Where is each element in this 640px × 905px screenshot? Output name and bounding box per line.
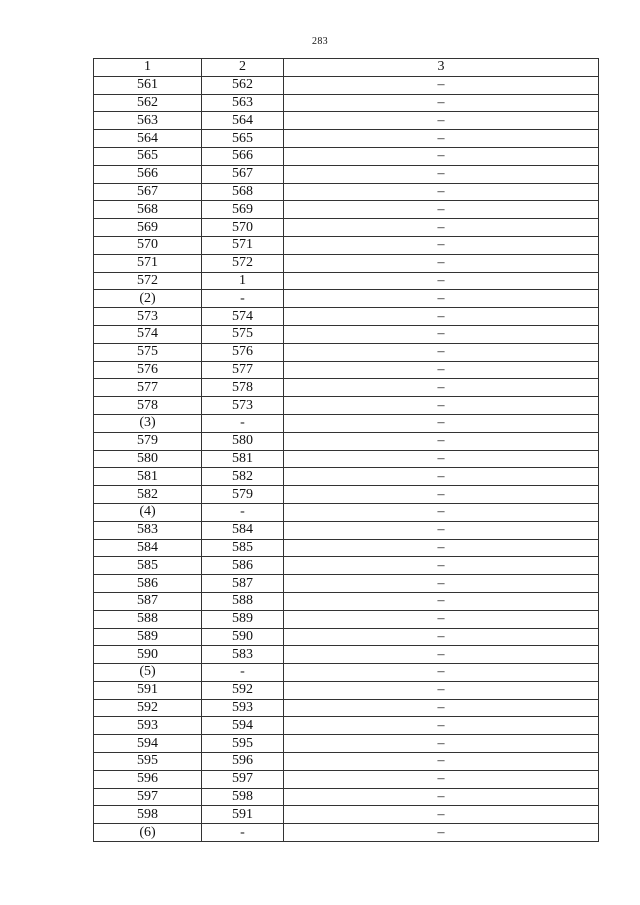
table-row bbox=[94, 183, 599, 201]
table-cell-col-1: 589 bbox=[94, 628, 202, 646]
table-row bbox=[94, 610, 599, 628]
table-cell-col-2: 579 bbox=[202, 486, 284, 504]
table-cell-col-1: 571 bbox=[94, 254, 202, 272]
table-row bbox=[94, 254, 599, 272]
table-cell-col-3: – bbox=[284, 788, 599, 806]
table-cell-col-1: (5) bbox=[94, 664, 202, 682]
table-cell-col-2: - bbox=[202, 503, 284, 521]
table-cell-col-1: (2) bbox=[94, 290, 202, 308]
table-cell-col-1: 592 bbox=[94, 699, 202, 717]
table-cell-col-2: 593 bbox=[202, 699, 284, 717]
table-row bbox=[94, 432, 599, 450]
table-row bbox=[94, 414, 599, 432]
table-row bbox=[94, 503, 599, 521]
table-cell-col-2: 583 bbox=[202, 646, 284, 664]
table-row bbox=[94, 379, 599, 397]
table-cell-col-3: – bbox=[284, 272, 599, 290]
table-cell-col-1: 564 bbox=[94, 130, 202, 148]
table-row bbox=[94, 753, 599, 771]
table-cell-col-1: 566 bbox=[94, 165, 202, 183]
table-cell-col-2: 577 bbox=[202, 361, 284, 379]
table-cell-col-3: – bbox=[284, 290, 599, 308]
table-cell-col-3: – bbox=[284, 664, 599, 682]
table-cell-col-1: 561 bbox=[94, 76, 202, 94]
table-row bbox=[94, 219, 599, 237]
column-header-3: 3 bbox=[284, 59, 599, 77]
table-cell-col-1: 583 bbox=[94, 521, 202, 539]
table-cell-col-3: – bbox=[284, 94, 599, 112]
table-row bbox=[94, 201, 599, 219]
table-cell-col-1: 598 bbox=[94, 806, 202, 824]
table-cell-col-3: – bbox=[284, 592, 599, 610]
table-cell-col-2: 566 bbox=[202, 147, 284, 165]
table-cell-col-1: 581 bbox=[94, 468, 202, 486]
table-cell-col-1: 574 bbox=[94, 325, 202, 343]
table-cell-col-3: – bbox=[284, 681, 599, 699]
table-row bbox=[94, 557, 599, 575]
page-number: 283 bbox=[312, 36, 328, 47]
table-row bbox=[94, 788, 599, 806]
table-cell-col-2: - bbox=[202, 290, 284, 308]
table-cell-col-3: – bbox=[284, 628, 599, 646]
table-cell-col-1: 590 bbox=[94, 646, 202, 664]
table-row bbox=[94, 147, 599, 165]
table-row bbox=[94, 361, 599, 379]
table-cell-col-3: – bbox=[284, 414, 599, 432]
table-cell-col-3: – bbox=[284, 379, 599, 397]
table-cell-col-3: – bbox=[284, 503, 599, 521]
table-row bbox=[94, 681, 599, 699]
table-cell-col-3: – bbox=[284, 112, 599, 130]
table-row bbox=[94, 628, 599, 646]
table-row bbox=[94, 486, 599, 504]
table-row bbox=[94, 806, 599, 824]
table-row bbox=[94, 717, 599, 735]
table-row bbox=[94, 575, 599, 593]
table-cell-col-3: – bbox=[284, 717, 599, 735]
table-cell-col-1: 582 bbox=[94, 486, 202, 504]
table-cell-col-3: – bbox=[284, 699, 599, 717]
data-table bbox=[93, 58, 599, 842]
table-row bbox=[94, 539, 599, 557]
table-cell-col-2: 589 bbox=[202, 610, 284, 628]
table-cell-col-3: – bbox=[284, 735, 599, 753]
table-cell-col-1: 575 bbox=[94, 343, 202, 361]
table-cell-col-2: 594 bbox=[202, 717, 284, 735]
table-cell-col-1: 579 bbox=[94, 432, 202, 450]
table-cell-col-2: 596 bbox=[202, 753, 284, 771]
table-cell-col-2: 567 bbox=[202, 165, 284, 183]
table-cell-col-2: 580 bbox=[202, 432, 284, 450]
table-cell-col-2: - bbox=[202, 414, 284, 432]
table-cell-col-1: (3) bbox=[94, 414, 202, 432]
table-cell-col-1: 594 bbox=[94, 735, 202, 753]
table-row bbox=[94, 94, 599, 112]
table-row bbox=[94, 308, 599, 326]
table-cell-col-3: – bbox=[284, 824, 599, 842]
table-cell-col-3: – bbox=[284, 521, 599, 539]
table-cell-col-1: 593 bbox=[94, 717, 202, 735]
table-cell-col-2: - bbox=[202, 664, 284, 682]
table-cell-col-1: 576 bbox=[94, 361, 202, 379]
table-cell-col-1: 586 bbox=[94, 575, 202, 593]
table-cell-col-3: – bbox=[284, 539, 599, 557]
table-cell-col-3: – bbox=[284, 147, 599, 165]
table-cell-col-2: 597 bbox=[202, 770, 284, 788]
table-cell-col-2: 562 bbox=[202, 76, 284, 94]
table-cell-col-3: – bbox=[284, 343, 599, 361]
table-cell-col-2: 588 bbox=[202, 592, 284, 610]
table-cell-col-1: 585 bbox=[94, 557, 202, 575]
table-cell-col-1: 573 bbox=[94, 308, 202, 326]
table-cell-col-3: – bbox=[284, 201, 599, 219]
table-cell-col-1: 567 bbox=[94, 183, 202, 201]
table-row bbox=[94, 130, 599, 148]
table-cell-col-2: 595 bbox=[202, 735, 284, 753]
table-cell-col-2: 585 bbox=[202, 539, 284, 557]
table-cell-col-2: 586 bbox=[202, 557, 284, 575]
table-cell-col-2: 587 bbox=[202, 575, 284, 593]
table-cell-col-2: 565 bbox=[202, 130, 284, 148]
column-header-2: 2 bbox=[202, 59, 284, 77]
table-cell-col-3: – bbox=[284, 308, 599, 326]
table-cell-col-2: - bbox=[202, 824, 284, 842]
table-cell-col-3: – bbox=[284, 397, 599, 415]
table-cell-col-2: 582 bbox=[202, 468, 284, 486]
table-cell-col-3: – bbox=[284, 468, 599, 486]
table-cell-col-2: 569 bbox=[202, 201, 284, 219]
table-cell-col-2: 578 bbox=[202, 379, 284, 397]
column-header-1: 1 bbox=[94, 59, 202, 77]
table-cell-col-1: 595 bbox=[94, 753, 202, 771]
table-cell-col-1: 563 bbox=[94, 112, 202, 130]
table-row bbox=[94, 290, 599, 308]
table-cell-col-1: 565 bbox=[94, 147, 202, 165]
table-row bbox=[94, 165, 599, 183]
table-row bbox=[94, 592, 599, 610]
table-cell-col-1: 588 bbox=[94, 610, 202, 628]
table-cell-col-2: 591 bbox=[202, 806, 284, 824]
table-cell-col-3: – bbox=[284, 575, 599, 593]
table-cell-col-3: – bbox=[284, 753, 599, 771]
table-cell-col-1: 577 bbox=[94, 379, 202, 397]
table-cell-col-3: – bbox=[284, 361, 599, 379]
table-row bbox=[94, 76, 599, 94]
table-row bbox=[94, 521, 599, 539]
table-cell-col-1: 569 bbox=[94, 219, 202, 237]
table-cell-col-3: – bbox=[284, 219, 599, 237]
table-cell-col-3: – bbox=[284, 165, 599, 183]
table-cell-col-2: 590 bbox=[202, 628, 284, 646]
table-cell-col-3: – bbox=[284, 236, 599, 254]
table-row bbox=[94, 112, 599, 130]
table-row bbox=[94, 397, 599, 415]
table-cell-col-3: – bbox=[284, 646, 599, 664]
table-cell-col-3: – bbox=[284, 486, 599, 504]
table-cell-col-3: – bbox=[284, 557, 599, 575]
table-row bbox=[94, 699, 599, 717]
table-row bbox=[94, 236, 599, 254]
table-cell-col-3: – bbox=[284, 183, 599, 201]
header-row bbox=[94, 59, 599, 77]
table-cell-col-2: 573 bbox=[202, 397, 284, 415]
table-cell-col-1: 597 bbox=[94, 788, 202, 806]
table-cell-col-1: 562 bbox=[94, 94, 202, 112]
table-row bbox=[94, 272, 599, 290]
table-cell-col-2: 570 bbox=[202, 219, 284, 237]
table-cell-col-2: 575 bbox=[202, 325, 284, 343]
table-cell-col-1: 596 bbox=[94, 770, 202, 788]
table-cell-col-1: (4) bbox=[94, 503, 202, 521]
table-row bbox=[94, 646, 599, 664]
table-cell-col-3: – bbox=[284, 76, 599, 94]
table-cell-col-3: – bbox=[284, 450, 599, 468]
table-cell-col-3: – bbox=[284, 432, 599, 450]
table-cell-col-3: – bbox=[284, 610, 599, 628]
table-row bbox=[94, 325, 599, 343]
table-cell-col-2: 568 bbox=[202, 183, 284, 201]
table-body bbox=[94, 76, 599, 841]
table-row bbox=[94, 664, 599, 682]
table-cell-col-2: 598 bbox=[202, 788, 284, 806]
table-cell-col-3: – bbox=[284, 130, 599, 148]
table-row bbox=[94, 824, 599, 842]
table-cell-col-2: 571 bbox=[202, 236, 284, 254]
table-row bbox=[94, 770, 599, 788]
table-row bbox=[94, 735, 599, 753]
table-row bbox=[94, 450, 599, 468]
table-cell-col-1: 591 bbox=[94, 681, 202, 699]
table-cell-col-2: 581 bbox=[202, 450, 284, 468]
table-row bbox=[94, 468, 599, 486]
table-cell-col-1: 578 bbox=[94, 397, 202, 415]
table-cell-col-2: 592 bbox=[202, 681, 284, 699]
table-cell-col-2: 563 bbox=[202, 94, 284, 112]
table-cell-col-1: 584 bbox=[94, 539, 202, 557]
table-cell-col-1: (6) bbox=[94, 824, 202, 842]
table-cell-col-2: 576 bbox=[202, 343, 284, 361]
table-cell-col-1: 568 bbox=[94, 201, 202, 219]
table-cell-col-3: – bbox=[284, 806, 599, 824]
table-cell-col-3: – bbox=[284, 254, 599, 272]
table-cell-col-3: – bbox=[284, 770, 599, 788]
table-cell-col-1: 580 bbox=[94, 450, 202, 468]
table-cell-col-1: 572 bbox=[94, 272, 202, 290]
table-cell-col-2: 572 bbox=[202, 254, 284, 272]
table-cell-col-1: 570 bbox=[94, 236, 202, 254]
table-row bbox=[94, 343, 599, 361]
table-cell-col-3: – bbox=[284, 325, 599, 343]
table-cell-col-2: 574 bbox=[202, 308, 284, 326]
table-cell-col-2: 1 bbox=[202, 272, 284, 290]
table-cell-col-2: 564 bbox=[202, 112, 284, 130]
table-cell-col-2: 584 bbox=[202, 521, 284, 539]
table-cell-col-1: 587 bbox=[94, 592, 202, 610]
